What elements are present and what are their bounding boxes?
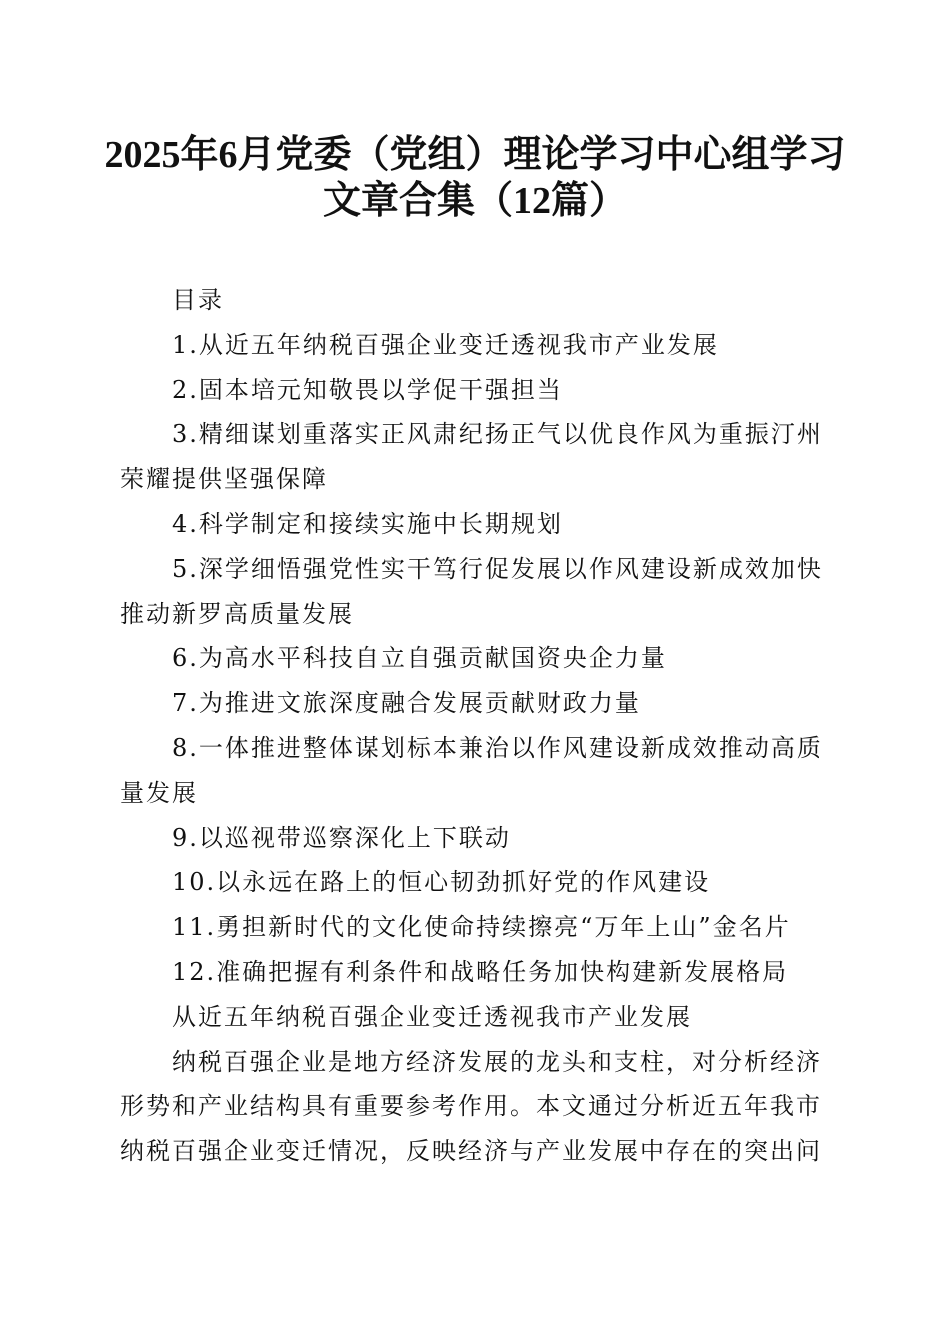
article-title: 从近五年纳税百强企业变迁透视我市产业发展 xyxy=(172,1002,692,1031)
toc-item: 9.以巡视带巡察深化上下联动 xyxy=(172,823,511,852)
toc-item: 6.为高水平科技自立自强贡献国资央企力量 xyxy=(172,644,667,673)
toc-item: 8.一体推进整体谋划标本兼治以作风建设新成效推动高质量发展 xyxy=(120,733,823,807)
document-title xyxy=(0,132,950,224)
toc-item: 3.精细谋划重落实正风肃纪扬正气以优良作风为重振汀州荣耀提供坚强保障 xyxy=(120,420,823,494)
toc-heading: 目录 xyxy=(172,286,224,314)
toc-item: 10.以永远在路上的恒心韧劲抓好党的作风建设 xyxy=(172,868,711,897)
document-body xyxy=(120,278,824,1174)
toc-item: 12.准确把握有利条件和战略任务加快构建新发展格局 xyxy=(172,957,789,986)
toc-item: 11.勇担新时代的文化使命持续擦亮“万年上山”金名片 xyxy=(172,913,791,942)
toc-item: 4.科学制定和接续实施中长期规划 xyxy=(172,509,563,538)
title-line-1: 2025年6月党委（党组）理论学习中心组学习 xyxy=(104,134,846,176)
article-paragraph: 纳税百强企业是地方经济发展的龙头和支柱，对分析经济形势和产业结构具有重要参考作用。本文通过分析近五年我市纳税百强企业变迁情况，反映经济与产业发展中存在的突出问 xyxy=(120,1047,822,1166)
toc-item: 1.从近五年纳税百强企业变迁透视我市产业发展 xyxy=(172,330,719,359)
title-line-2: 文章合集（12篇） xyxy=(322,180,627,222)
toc-item: 7.为推进文旅深度融合发展贡献财政力量 xyxy=(172,689,641,718)
toc-item: 5.深学细悟强党性实干笃行促发展以作风建设新成效加快推动新罗高质量发展 xyxy=(120,554,823,628)
toc-item: 2.固本培元知敬畏以学促干强担当 xyxy=(172,375,563,404)
